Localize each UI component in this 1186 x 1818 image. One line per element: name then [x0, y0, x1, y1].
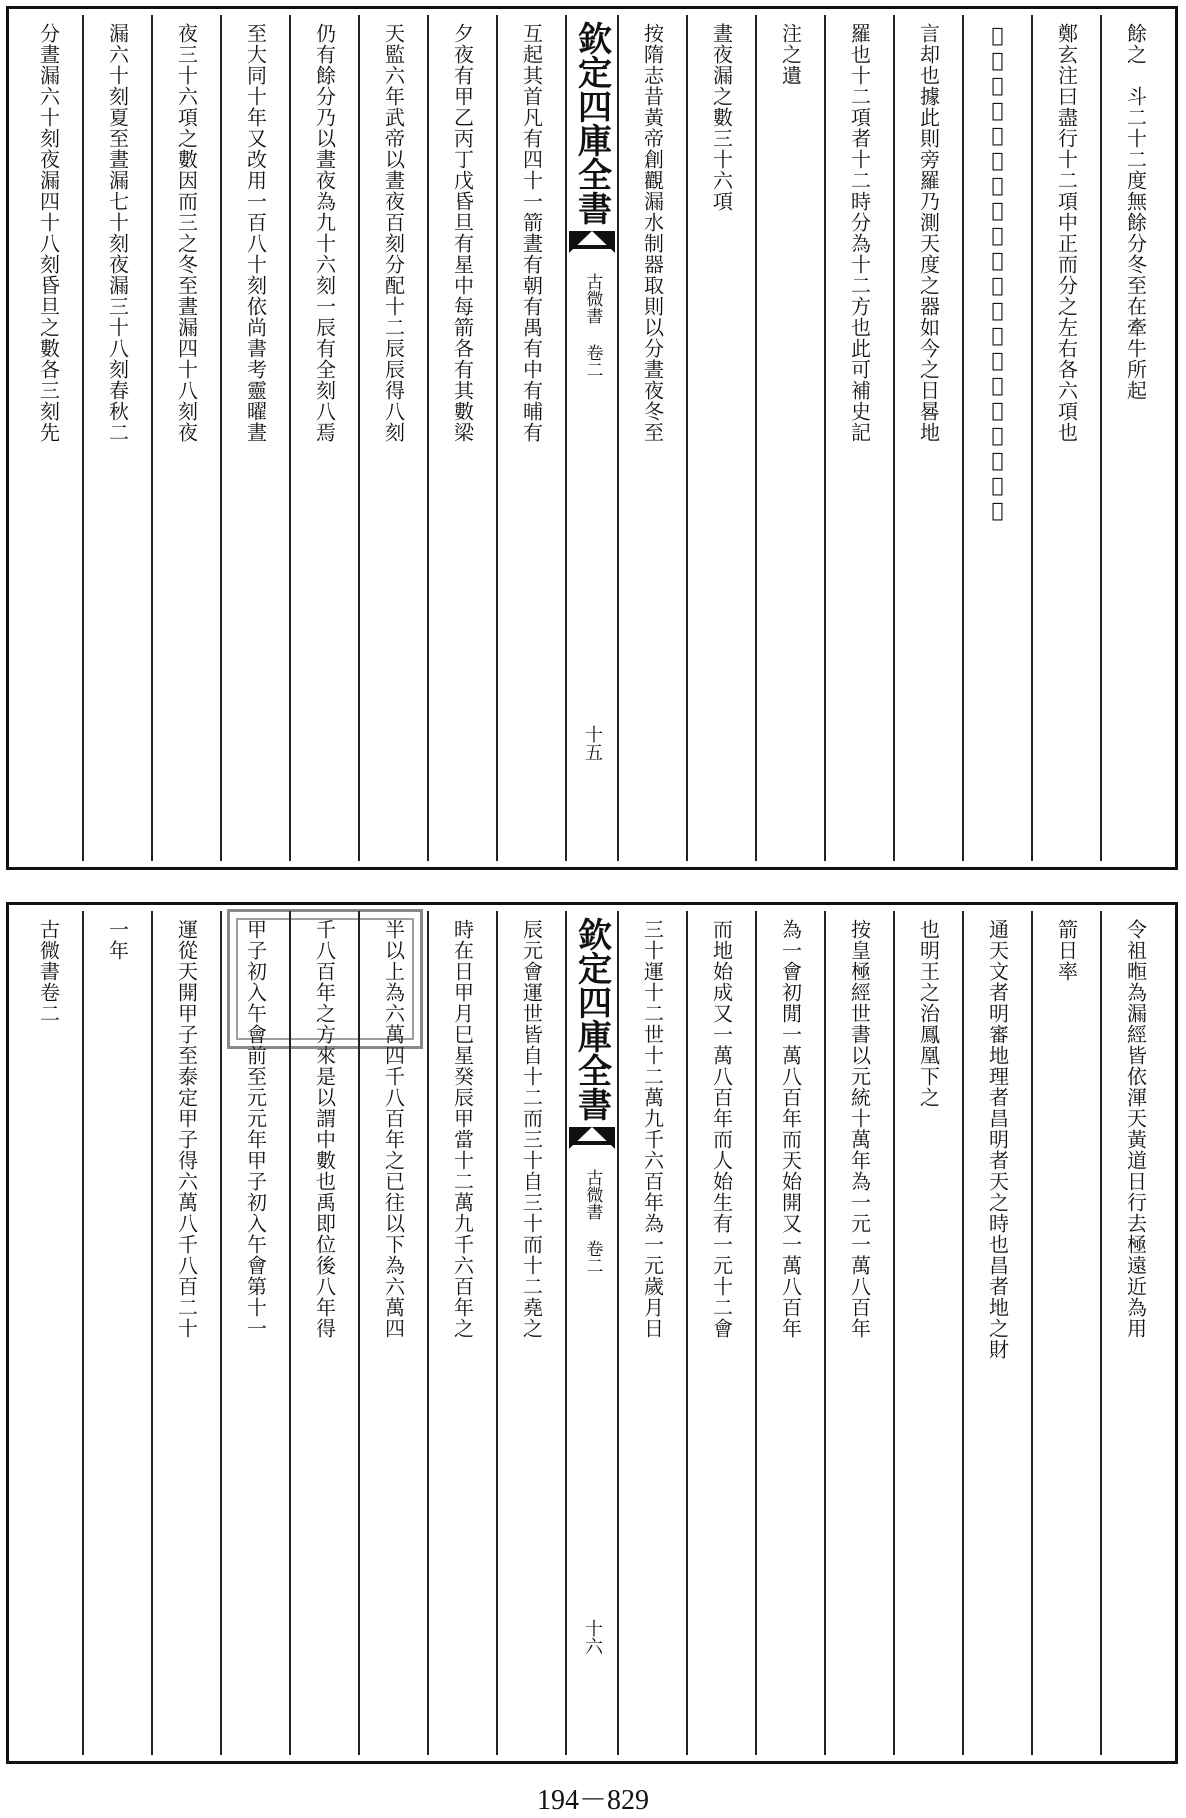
text-column: 按隋志昔黃帝創觀漏水制器取則以分晝夜冬至	[617, 15, 686, 861]
text-column: 辰元會運世皆自十二而三十自三十而十二堯之	[496, 911, 565, 1755]
text-column: 餘之 斗二十二度無餘分冬至在牽牛所起	[1100, 15, 1169, 861]
gutter-page: 十五	[582, 725, 603, 761]
text-column: 古微書卷二	[36, 919, 61, 1024]
text-column: 羅也十二項者十二時分為十二方也此可補史記	[824, 15, 893, 861]
gutter-volume: 古微書 卷二	[582, 1169, 603, 1274]
text-column: 三十運十二世十二萬九千六百年為一元歲月日	[617, 911, 686, 1755]
gutter-title: 欽定四庫全書	[571, 21, 612, 225]
text-column: 箭日率	[1031, 911, 1100, 1755]
text-column: 互起其首凡有四十一箭晝有朝有禺有中有晡有	[496, 15, 565, 861]
text-column: 晝夜漏之數三十六項	[686, 15, 755, 861]
top-page	[6, 6, 1178, 870]
text-column: 仍有餘分乃以晝夜為九十六刻一辰有全刻八焉	[289, 15, 358, 861]
text-column: 夜三十六項之數因而三之冬至晝漏四十八刻夜	[151, 15, 220, 861]
text-column: 分晝漏六十刻夜漏四十八刻昏旦之數各三刻先	[36, 23, 61, 443]
text-column: 通天文者明審地理者昌明者天之時也昌者地之財	[962, 911, 1031, 1755]
center-gutter	[565, 911, 617, 1755]
fishtail-mark-icon	[569, 1127, 615, 1165]
footer-page-number: 194－829	[536, 1785, 649, 1816]
text-column: 為一會初閒一萬八百年而天始開又一萬八百年	[755, 911, 824, 1755]
gutter-title: 欽定四庫全書	[571, 917, 612, 1121]
text-column: 甲子初入午會前至元元年甲子初入午會第十一	[220, 911, 289, 1755]
library-seal-stamp	[227, 909, 423, 1049]
text-column: 而地始成又一萬八百年而人始生有一元十二會	[686, 911, 755, 1755]
text-column: 至大同十年又改用一百八十刻依尚書考靈曜晝	[220, 15, 289, 861]
text-column: 令祖暅為漏經皆依渾天黃道日行去極遠近為用	[1100, 911, 1169, 1755]
top-columns	[15, 15, 1169, 861]
gutter-page: 十六	[582, 1619, 603, 1655]
bottom-columns	[15, 911, 1169, 1755]
text-column: 漏六十刻夏至晝漏七十刻夜漏三十八刻春秋二	[82, 15, 151, 861]
text-column: 天監六年武帝以晝夜百刻分配十二辰辰得八刻	[358, 15, 427, 861]
text-column: 鄭玄注曰盡行十二項中正而分之左右各六項也	[1031, 15, 1100, 861]
text-column: 半以上為六萬四千八百年之已往以下為六萬四	[358, 911, 427, 1755]
text-column: 夕夜有甲乙丙丁戊昏旦有星中每箭各有其數梁	[427, 15, 496, 861]
text-column: 注之遺	[755, 15, 824, 861]
fishtail-mark-icon	[569, 231, 615, 269]
text-column: 一年	[82, 911, 151, 1755]
text-column: 時在日甲月巳星癸辰甲當十二萬九千六百年之	[427, 911, 496, 1755]
text-column: 也明王之治鳳凰下之	[893, 911, 962, 1755]
text-column: 言却也據此則旁羅乃測天度之器如今之日晷地	[893, 15, 962, 861]
center-gutter	[565, 15, 617, 861]
gutter-volume: 古微書 卷二	[582, 273, 603, 378]
text-column: 𨩲猶羅也昏中在日前故言順數也明中在日後故	[962, 15, 1031, 861]
text-column: 運從天開甲子至泰定甲子得六萬八千八百二十	[151, 911, 220, 1755]
text-column: 按皇極經世書以元統十萬年為一元一萬八百年	[824, 911, 893, 1755]
text-column: 千八百年之方來是以謂中數也禹即位後八年得	[289, 911, 358, 1755]
bottom-page	[6, 902, 1178, 1764]
